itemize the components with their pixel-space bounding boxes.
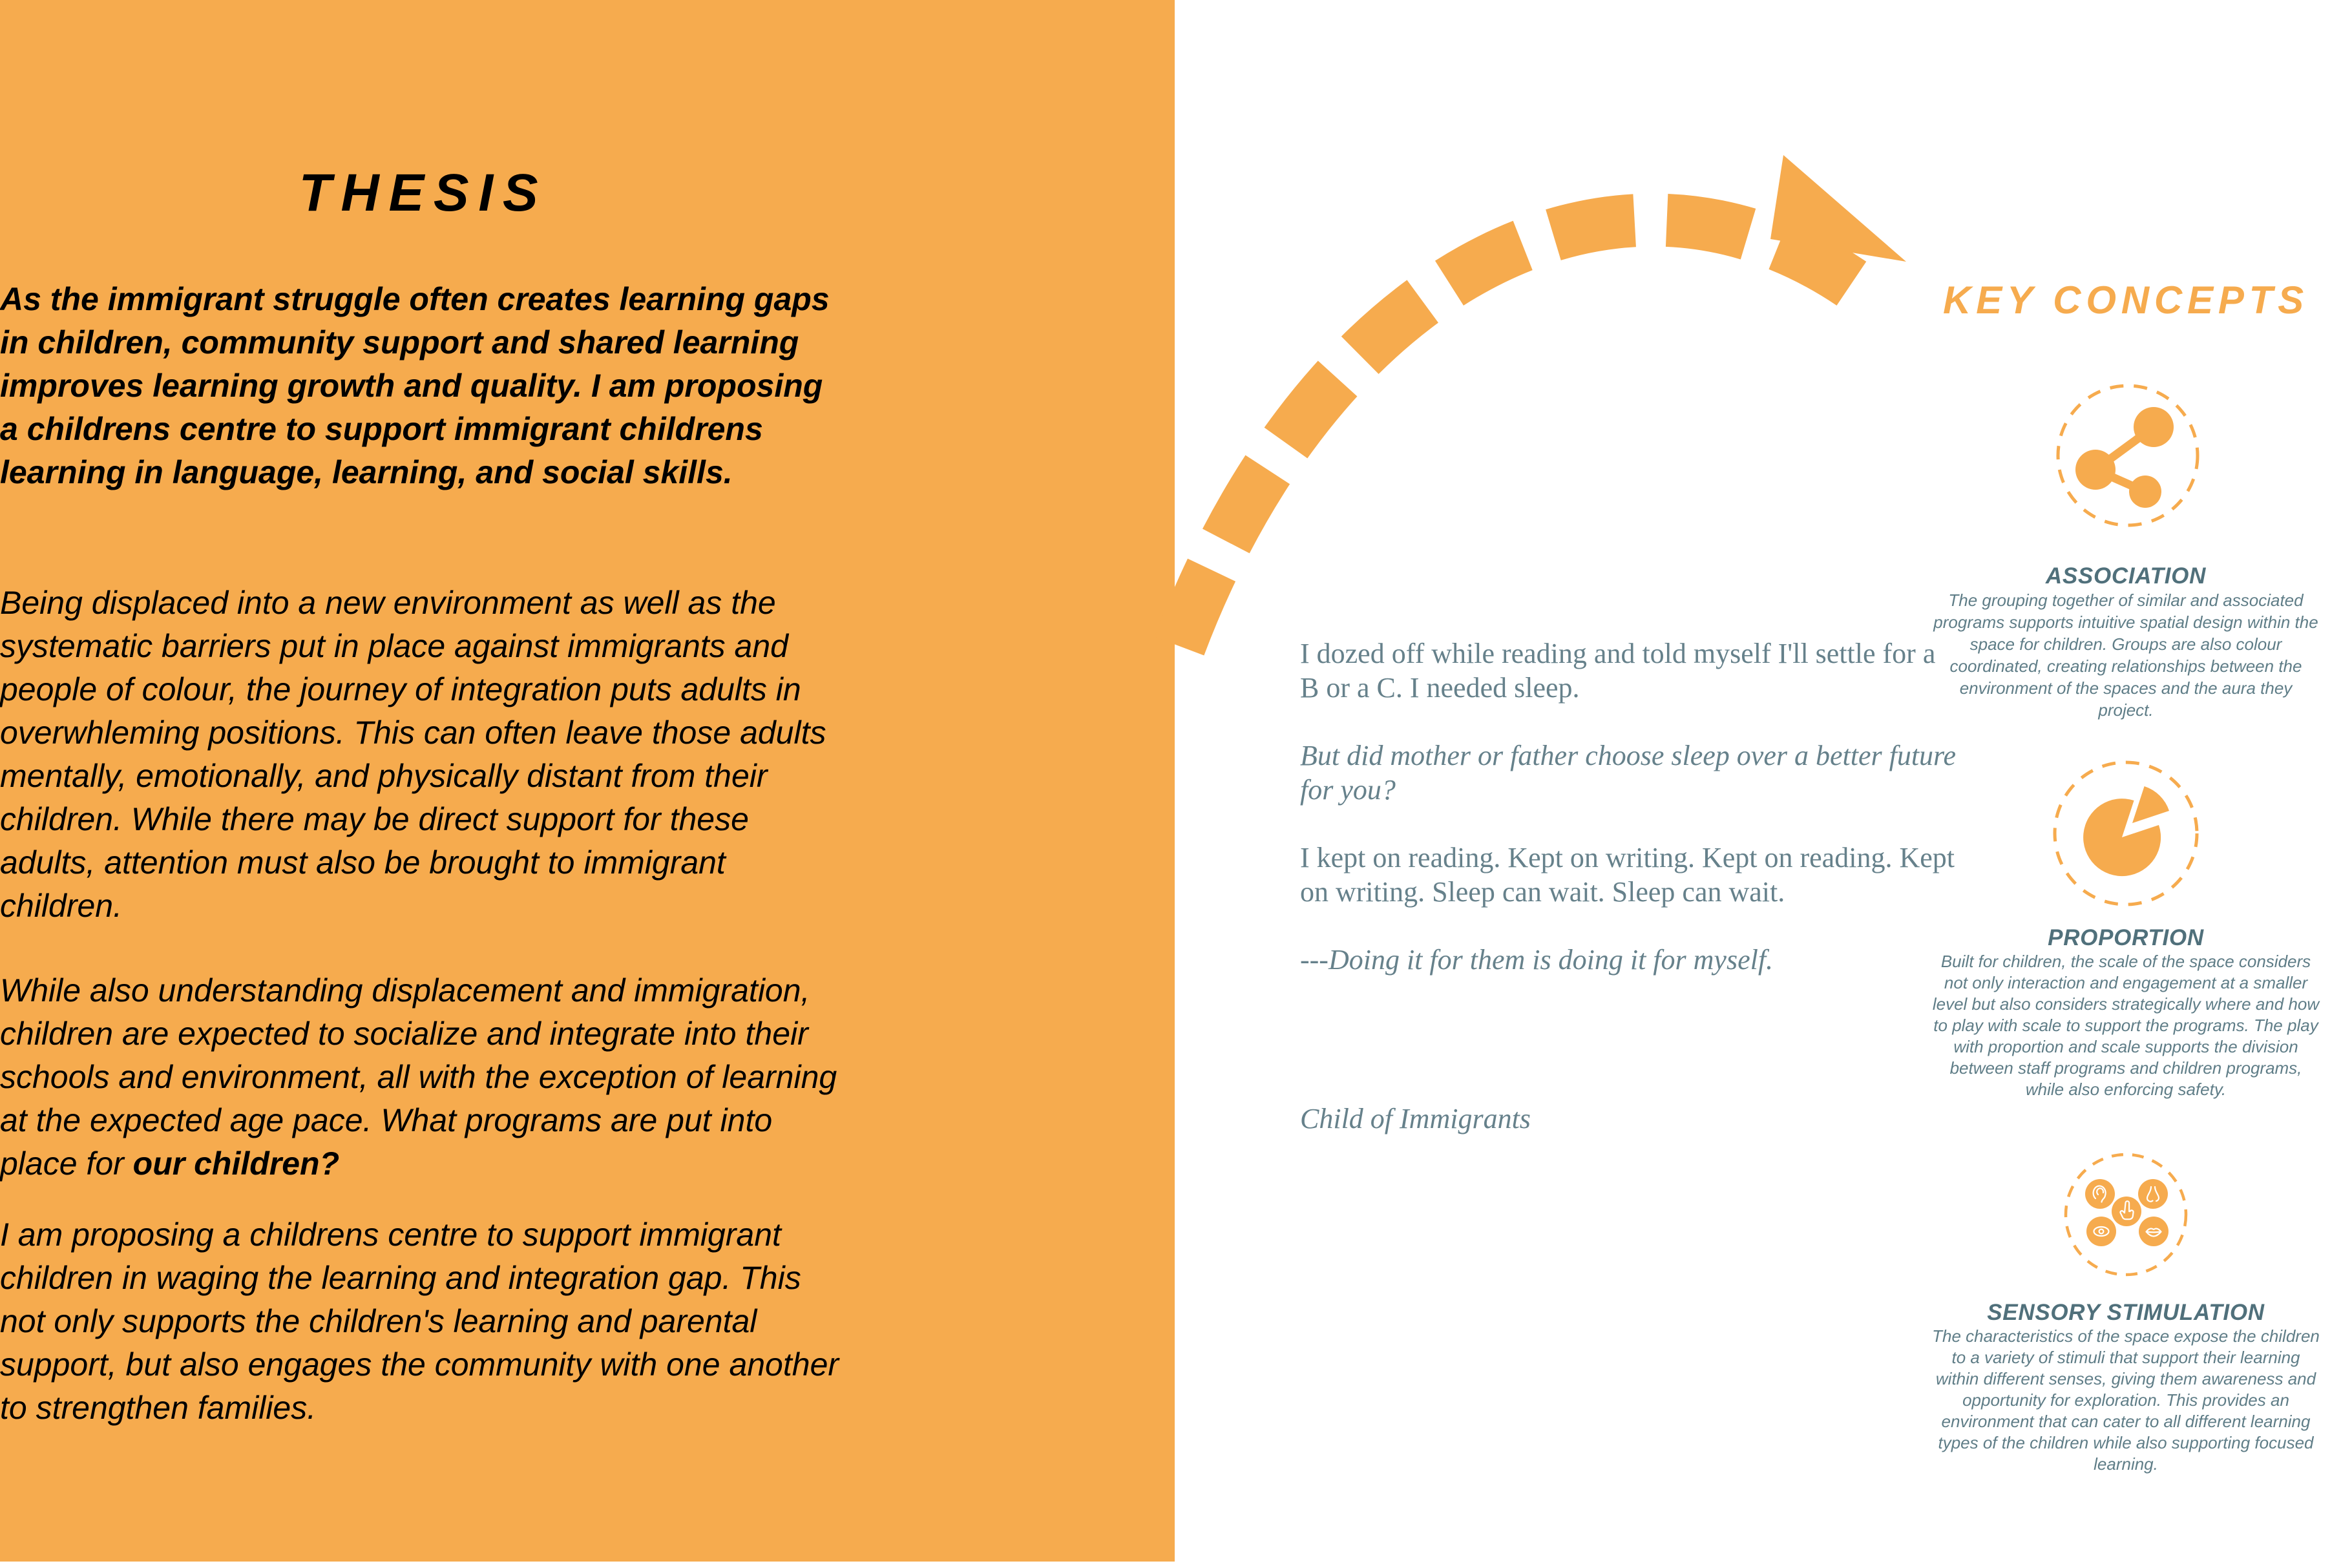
association-body: The grouping together of similar and associated programs supports intuitive spatial design within the space for children. Groups are also colour coordinated, creating relationships between the environment of the spaces and the aura they project. [1933, 591, 2318, 720]
thesis-paragraph-1: As the immigrant struggle often creates learning gaps in children, community support and shared learning improves learning growth and quality. I am proposing a childrens centre to support immigrant childrens learning in language, learning, and social skills. [0, 281, 830, 490]
quote-signature: Child of Immigrants [1300, 1103, 1531, 1134]
thesis-paragraph-3-text: While also understanding displacement and immigration, children are expected to socialize and integrate into their schools and environment, all with the exception of learning at the expected age pace. What programs are put into place for [0, 972, 837, 1182]
touch-hand-icon [2112, 1197, 2141, 1226]
quote-block [1300, 636, 1959, 1169]
thesis-paragraph-3 [0, 969, 846, 1186]
thesis-paragraph-3-bold: our children? [132, 1145, 340, 1182]
association-heading: ASSOCIATION [2045, 563, 2207, 589]
ear-icon [2085, 1179, 2115, 1209]
quote-stanza-1: I dozed off while reading and told myself I'll settle for a B or a C. I needed sleep. [1300, 638, 1936, 704]
proportion-heading: PROPORTION [2048, 925, 2204, 950]
nose-icon [2138, 1179, 2168, 1209]
thesis-paragraph-4: I am proposing a childrens centre to support immigrant children in waging the learning and integration gap. This not only supports the children's learning and parental support, but also engages the community with one another to strengthen families. [0, 1217, 839, 1426]
thesis-title: THESIS [299, 163, 548, 222]
proportion-icon [2048, 756, 2203, 911]
sensory-stimulation-icon [2058, 1147, 2194, 1282]
dashed-arc-arrow-icon [1131, 84, 1945, 704]
thesis-panel [0, 0, 1175, 1562]
sensory-stimulation-body: The characteristics of the space expose the children to a variety of stimuli that support their learning within different senses, giving them awareness and opportunity for exploration. This provides an environment that can cater to all different learning types of the children while also supporting focused learning. [1932, 1326, 2320, 1474]
association-icon [2050, 378, 2205, 533]
quote-stanza-4: ---Doing it for them is doing it for myself. [1300, 944, 1774, 976]
quote-stanza-2: But did mother or father choose sleep over a better future for you? [1300, 740, 1957, 806]
lips-icon [2139, 1217, 2168, 1246]
quote-stanza-3: I kept on reading. Kept on writing. Kept on reading. Kept on writing. Sleep can wait. Sleep can wait. [1300, 842, 1955, 908]
thesis-paragraph-2: Being displaced into a new environment as well as the systematic barriers put in place against immigrants and people of colour, the journey of integration puts adults in overwhleming positions. This can often leave those adults mentally, emotionally, and physically distant from their children. While there may be direct support for these adults, attention must also be brought to immigrant children. [0, 585, 826, 924]
proportion-body: Built for children, the scale of the space considers not only interaction and engagement at a smaller level but also considers strategically where and how to play with scale to support the programs. The play with proportion and scale supports the division between staff programs and children programs, while also enforcing safety. [1932, 952, 2320, 1099]
key-concepts-title: KEY CONCEPTS [1943, 278, 2309, 322]
eye-icon [2086, 1217, 2116, 1246]
sensory-stimulation-heading: SENSORY STIMULATION [1987, 1300, 2265, 1325]
